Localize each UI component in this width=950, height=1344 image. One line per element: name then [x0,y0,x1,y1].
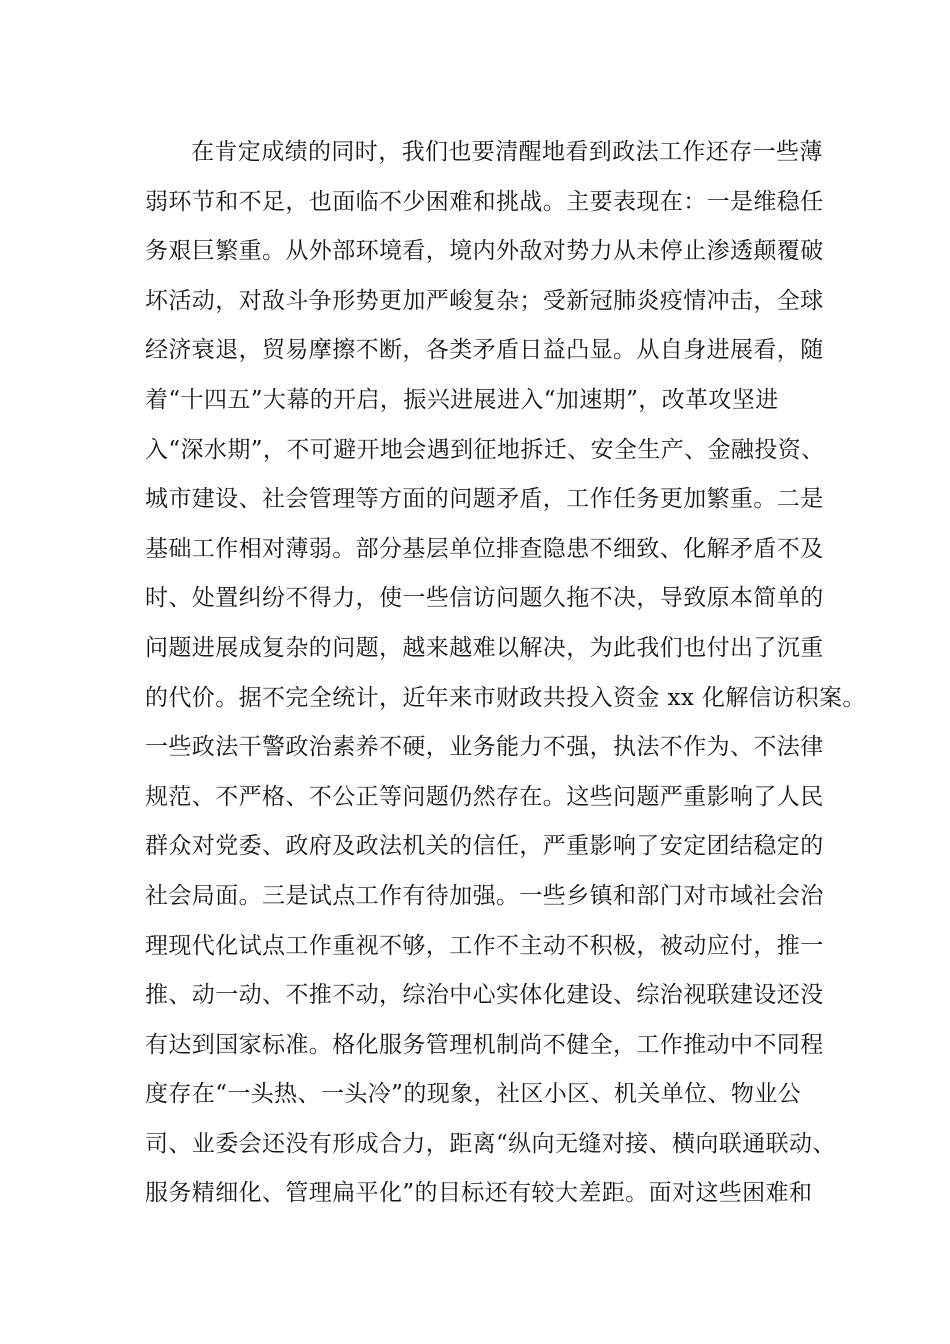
paragraph-line: 经济衰退，贸易摩擦不断，各类矛盾日益凸显。从自身进展看，随 [145,337,824,364]
paragraph-line: 着“十四五”大幕的开启，振兴进展进入“加速期”，改革攻坚进 [145,386,779,413]
paragraph-line: 的代价。据不完全统计，近年来市财政共投入资金 xx 化解信访积案。 [145,684,866,711]
paragraph-line: 社会局面。三是试点工作有待加强。一些乡镇和部门对市域社会治 [145,882,824,909]
body-paragraph [145,128,866,1219]
paragraph-line: 在肯定成绩的同时，我们也要清醒地看到政法工作还存一些薄 [191,139,823,165]
paragraph-line: 城市建设、社会管理等方面的问题矛盾，工作任务更加繁重。二是 [145,486,824,513]
paragraph-line: 务艰巨繁重。从外部环境看，境内外敌对势力从未停止渗透颠覆破 [145,238,824,265]
paragraph-line: 入“深水期”，不可避开地会遇到征地拆迁、安全生产、金融投资、 [145,436,825,463]
paragraph-line: 规范、不严格、不公正等问题仍然存在。这些问题严重影响了人民 [145,783,824,810]
paragraph-line: 基础工作相对薄弱。部分基层单位排查隐患不细致、化解矛盾不及 [145,535,824,562]
paragraph-line: 弱环节和不足，也面临不少困难和挑战。主要表现在：一是维稳任 [145,188,824,215]
paragraph-line: 群众对党委、政府及政法机关的信任，严重影响了安定团结稳定的 [145,833,824,860]
paragraph-line: 推、动一动、不推不动，综治中心实体化建设、综治视联建设还没 [145,982,824,1009]
paragraph-line: 理现代化试点工作重视不够，工作不主动不积极，被动应付，推一 [145,932,824,959]
paragraph-line: 问题进展成复杂的问题，越来越难以解决，为此我们也付出了沉重 [145,634,824,661]
paragraph-line: 坏活动，对敌斗争形势更加严峻复杂；受新冠肺炎疫情冲击，全球 [145,287,824,314]
paragraph-line: 一些政法干警政治素养不硬，业务能力不强，执法不作为、不法律 [145,734,824,761]
paragraph-line: 有达到国家标准。格化服务管理机制尚不健全，工作推动中不同程 [145,1031,824,1058]
paragraph-line: 服务精细化、管理扁平化”的目标还有较大差距。面对这些困难和 [145,1180,813,1207]
paragraph-line: 度存在“一头热、一头冷”的现象，社区小区、机关单位、物业公 [145,1081,802,1108]
paragraph-line: 司、业委会还没有形成合力，距离“纵向无缝对接、横向联通联动、 [145,1130,836,1157]
paragraph-line: 时、处置纠纷不得力，使一些信访问题久拖不决，导致原本简单的 [145,585,824,612]
